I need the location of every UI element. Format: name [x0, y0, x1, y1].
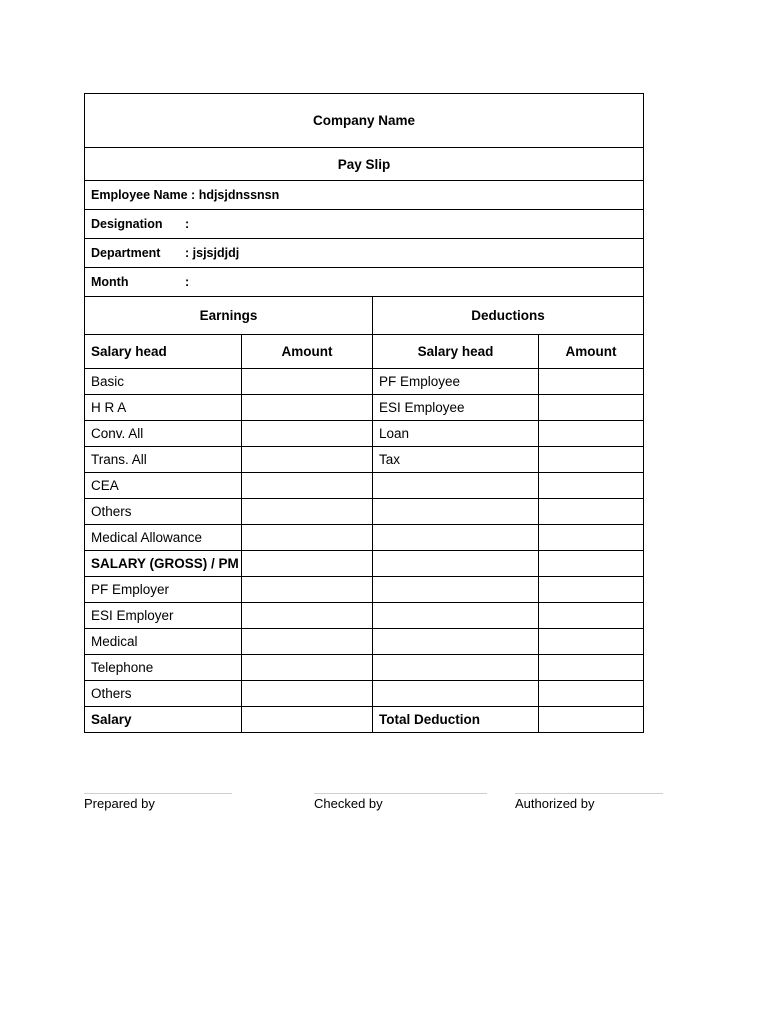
table-row	[85, 447, 644, 473]
earning-amount-cell	[242, 369, 373, 395]
deduction-head-cell: ESI Employee	[373, 395, 539, 421]
deduction-head-cell	[373, 473, 539, 499]
earning-head-cell: Others	[85, 681, 242, 707]
earnings-salary-head-header: Salary head	[85, 335, 242, 369]
deduction-amount-cell	[539, 421, 644, 447]
checked-by-signature: Checked by	[314, 793, 487, 811]
prepared-by-signature: Prepared by	[84, 793, 232, 811]
deduction-head-cell	[373, 577, 539, 603]
table-row	[85, 499, 644, 525]
deduction-head-cell	[373, 499, 539, 525]
department-row: Department : jsjsjdjdj	[85, 239, 644, 268]
earning-head-cell: H R A	[85, 395, 242, 421]
deduction-head-cell	[373, 551, 539, 577]
earning-head-cell: PF Employer	[85, 577, 242, 603]
department-value: jsjsjdjdj	[192, 246, 240, 260]
deduction-amount-cell	[539, 395, 644, 421]
earning-head-cell: ESI Employer	[85, 603, 242, 629]
table-row	[85, 395, 644, 421]
earning-head-cell: Medical	[85, 629, 242, 655]
deduction-amount-cell	[539, 629, 644, 655]
deduction-head-cell: Total Deduction	[373, 707, 539, 733]
earning-head-cell: Telephone	[85, 655, 242, 681]
deduction-head-cell: PF Employee	[373, 369, 539, 395]
doc-title: Pay Slip	[85, 148, 644, 181]
deduction-amount-cell	[539, 603, 644, 629]
table-row	[85, 681, 644, 707]
earning-amount-cell	[242, 577, 373, 603]
earning-amount-cell	[242, 447, 373, 473]
table-row	[85, 629, 644, 655]
earning-amount-cell	[242, 707, 373, 733]
employee-name-value: hdjsjdnssnsn	[198, 188, 280, 202]
employee-name-label: Employee Name	[91, 188, 188, 202]
deduction-amount-cell	[539, 473, 644, 499]
deduction-head-cell: Loan	[373, 421, 539, 447]
earning-amount-cell	[242, 629, 373, 655]
earning-amount-cell	[242, 525, 373, 551]
table-row	[85, 551, 644, 577]
table-row	[85, 525, 644, 551]
earning-amount-cell	[242, 473, 373, 499]
deduction-amount-cell	[539, 707, 644, 733]
earning-head-cell: CEA	[85, 473, 242, 499]
table-row	[85, 603, 644, 629]
deduction-amount-cell	[539, 369, 644, 395]
deduction-amount-cell	[539, 525, 644, 551]
designation-label: Designation	[91, 217, 163, 231]
deduction-amount-cell	[539, 655, 644, 681]
earnings-amount-header: Amount	[242, 335, 373, 369]
authorized-by-signature: Authorized by	[515, 793, 663, 811]
deduction-amount-cell	[539, 681, 644, 707]
earning-amount-cell	[242, 655, 373, 681]
earning-amount-cell	[242, 421, 373, 447]
deduction-amount-cell	[539, 447, 644, 473]
table-row	[85, 421, 644, 447]
earning-amount-cell	[242, 499, 373, 525]
department-label: Department	[91, 246, 161, 260]
deduction-head-cell	[373, 629, 539, 655]
earning-amount-cell	[242, 681, 373, 707]
table-row	[85, 655, 644, 681]
deduction-head-cell	[373, 681, 539, 707]
table-row	[85, 577, 644, 603]
deductions-amount-header: Amount	[539, 335, 644, 369]
month-row: Month :	[85, 268, 644, 297]
earning-amount-cell	[242, 551, 373, 577]
table-row	[85, 473, 644, 499]
earning-head-cell: Salary	[85, 707, 242, 733]
deductions-salary-head-header: Salary head	[373, 335, 539, 369]
deduction-head-cell: Tax	[373, 447, 539, 473]
deduction-amount-cell	[539, 577, 644, 603]
earning-head-cell: Trans. All	[85, 447, 242, 473]
deduction-amount-cell	[539, 499, 644, 525]
earning-head-cell: Others	[85, 499, 242, 525]
deduction-head-cell	[373, 603, 539, 629]
designation-row: Designation :	[85, 210, 644, 239]
table-row	[85, 369, 644, 395]
deduction-head-cell	[373, 655, 539, 681]
earning-head-cell: Basic	[85, 369, 242, 395]
earning-head-cell: Conv. All	[85, 421, 242, 447]
earning-amount-cell	[242, 603, 373, 629]
employee-name-row: Employee Name : hdjsjdnssnsn	[85, 181, 644, 210]
earnings-header: Earnings	[85, 297, 373, 335]
deduction-amount-cell	[539, 551, 644, 577]
earning-head-cell: SALARY (GROSS) / PM	[85, 551, 242, 577]
month-label: Month	[91, 275, 129, 289]
earning-amount-cell	[242, 395, 373, 421]
pay-slip-table	[84, 93, 644, 733]
deductions-header: Deductions	[373, 297, 644, 335]
deduction-head-cell	[373, 525, 539, 551]
earning-head-cell: Medical Allowance	[85, 525, 242, 551]
company-name: Company Name	[85, 94, 644, 148]
table-row	[85, 707, 644, 733]
